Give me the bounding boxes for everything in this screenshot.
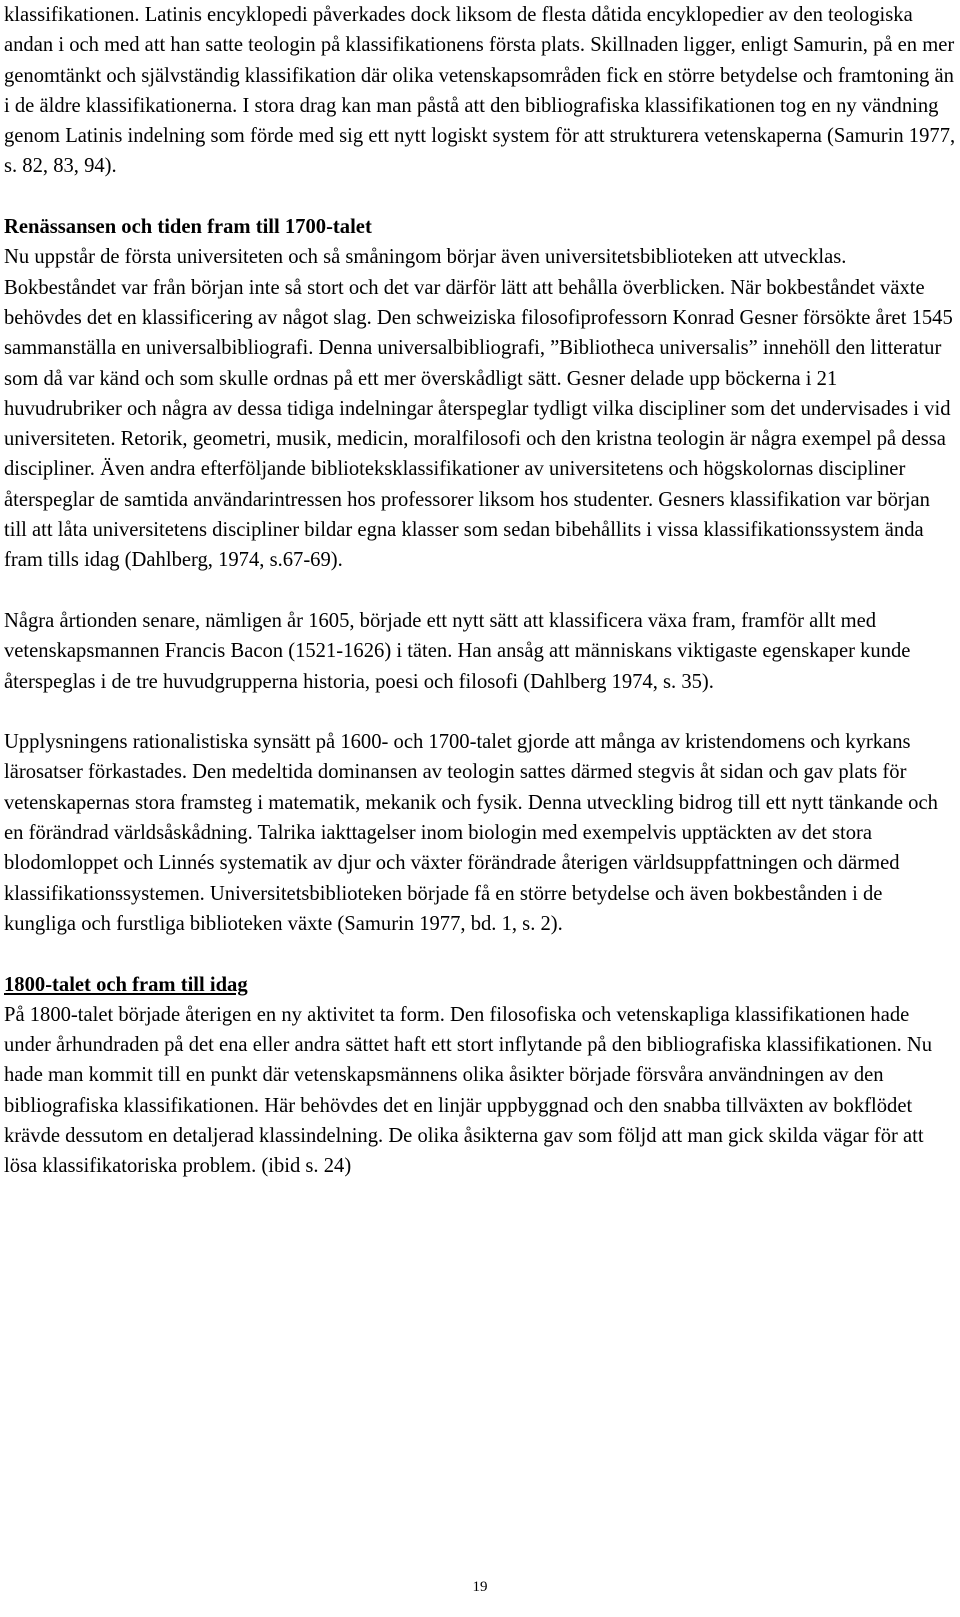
section-heading-renaissance: Renässansen och tiden fram till 1700-talet: [4, 216, 372, 239]
section-paragraph-enlightenment: Upplysningens rationalistiska synsätt på 1600- och 1700-talet gjorde att många av kristendomens och kyrkans lärosatser förkastades. Den medeltida dominansen av teologin sattes därmed stegvis åt sidan och gav plats för vetenskapernas stora framsteg i matematik, mekanik och fysik. Denna utveckling bidrog till ett nytt tänkande och en förändrad världsåskådning. Talrika iakttagelser inom biologin med exempelvis upptäckten av det stora blodomloppet och Linnés systematik av djur och växter förändrade återigen världsuppfattningen och därmed klassifikationssystemen. Universitetsbiblioteken började få en större betydelse och även bokbestånden i de kungliga och furstliga biblioteken växte (Samurin 1977, bd. 1, s. 2).: [4, 731, 938, 935]
document-body: [4, 0, 956, 1182]
section-paragraph-1800s: På 1800-talet började återigen en ny aktivitet ta form. Den filosofiska och vetenskapliga klassifikationen hade under århundraden på det ena eller andra sättet haft ett stort inflytande på den bibliografiska klassifikationen. Nu hade man kommit till en punkt där vetenskapsmännens olika åsikter började försvåra användningen av den bibliografiska klassifikationen. Här behövdes det en linjär uppbyggnad och den snabba tillväxten av bokflödet krävde dessutom en detaljerad klassindelning. De olika åsikterna gav som följd att man gick skilda vägar för att lösa klassifikatoriska problem. (ibid s. 24): [4, 1003, 933, 1178]
paragraph-spacer: [4, 697, 956, 727]
paragraph-spacer: [4, 939, 956, 969]
section-heading-1800s: 1800-talet och fram till idag: [4, 973, 248, 996]
section-paragraph-bacon: Några årtionden senare, nämligen år 1605, började ett nytt sätt att klassificera växa fram, framför allt med vetenskapsmannen Francis Bacon (1521-1626) i täten. Han ansåg att människans viktigaste egenskaper kunde återspeglas i de tre huvudgrupperna historia, poesi och filosofi (Dahlberg 1974, s. 35).: [4, 609, 911, 693]
paragraph-spacer: [4, 182, 956, 212]
page-number: 19: [472, 1579, 488, 1595]
paragraph-spacer: [4, 576, 956, 606]
section-paragraph-universities: Nu uppstår de första universiteten och så småningom börjar även universitetsbiblioteken att utvecklas. Bokbeståndet var från början inte så stort och det var därför lätt att behålla överblicken. När bokbeståndet växte behövdes det en klassificering av något slag. Den schweiziska filosofiprofessorn Konrad Gesner försökte året 1545 sammanställa en universalbibliografi. Denna universalbibliografi, ”Bibliotheca universalis” innehöll den litteratur som då var känd och som skulle ordnas på ett mer överskådligt sätt. Gesner delade upp böckerna i 21 huvudrubriker och några av dessa tidiga indelningar återspeglar tydligt vilka discipliner som det undervisades i vid universiteten. Retorik, geometri, musik, medicin, moralfilosofi och den kristna teologin är några exempel på dessa discipliner. Även andra efterföljande biblioteksklassifikationer av universitetens och högskolornas discipliner återspeglar de samtida användarintressen hos professorer liksom hos studenter. Gesners klassifikation var början till att låta universitetens discipliner bildar egna klasser som sedan bibehållits i vissa klassifikationssystem ända fram tills idag (Dahlberg, 1974, s.67-69).: [4, 246, 953, 572]
intro-paragraph: klassifikationen. Latinis encyklopedi påverkades dock liksom de flesta dåtida encyklopedier av den teologiska andan i och med att han satte teologin på klassifikationens första plats. Skillnaden ligger, enligt Samurin, på en mer genomtänkt och självständig klassifikation där olika vetenskapsområden fick en större betydelse och framtoning än i de äldre klassifikationerna. I stora drag kan man påstå att den bibliografiska klassifikationen tog en ny vändning genom Latinis indelning som förde med sig ett nytt logiskt system för att strukturera vetenskaperna (Samurin 1977, s. 82, 83, 94).: [4, 4, 956, 178]
